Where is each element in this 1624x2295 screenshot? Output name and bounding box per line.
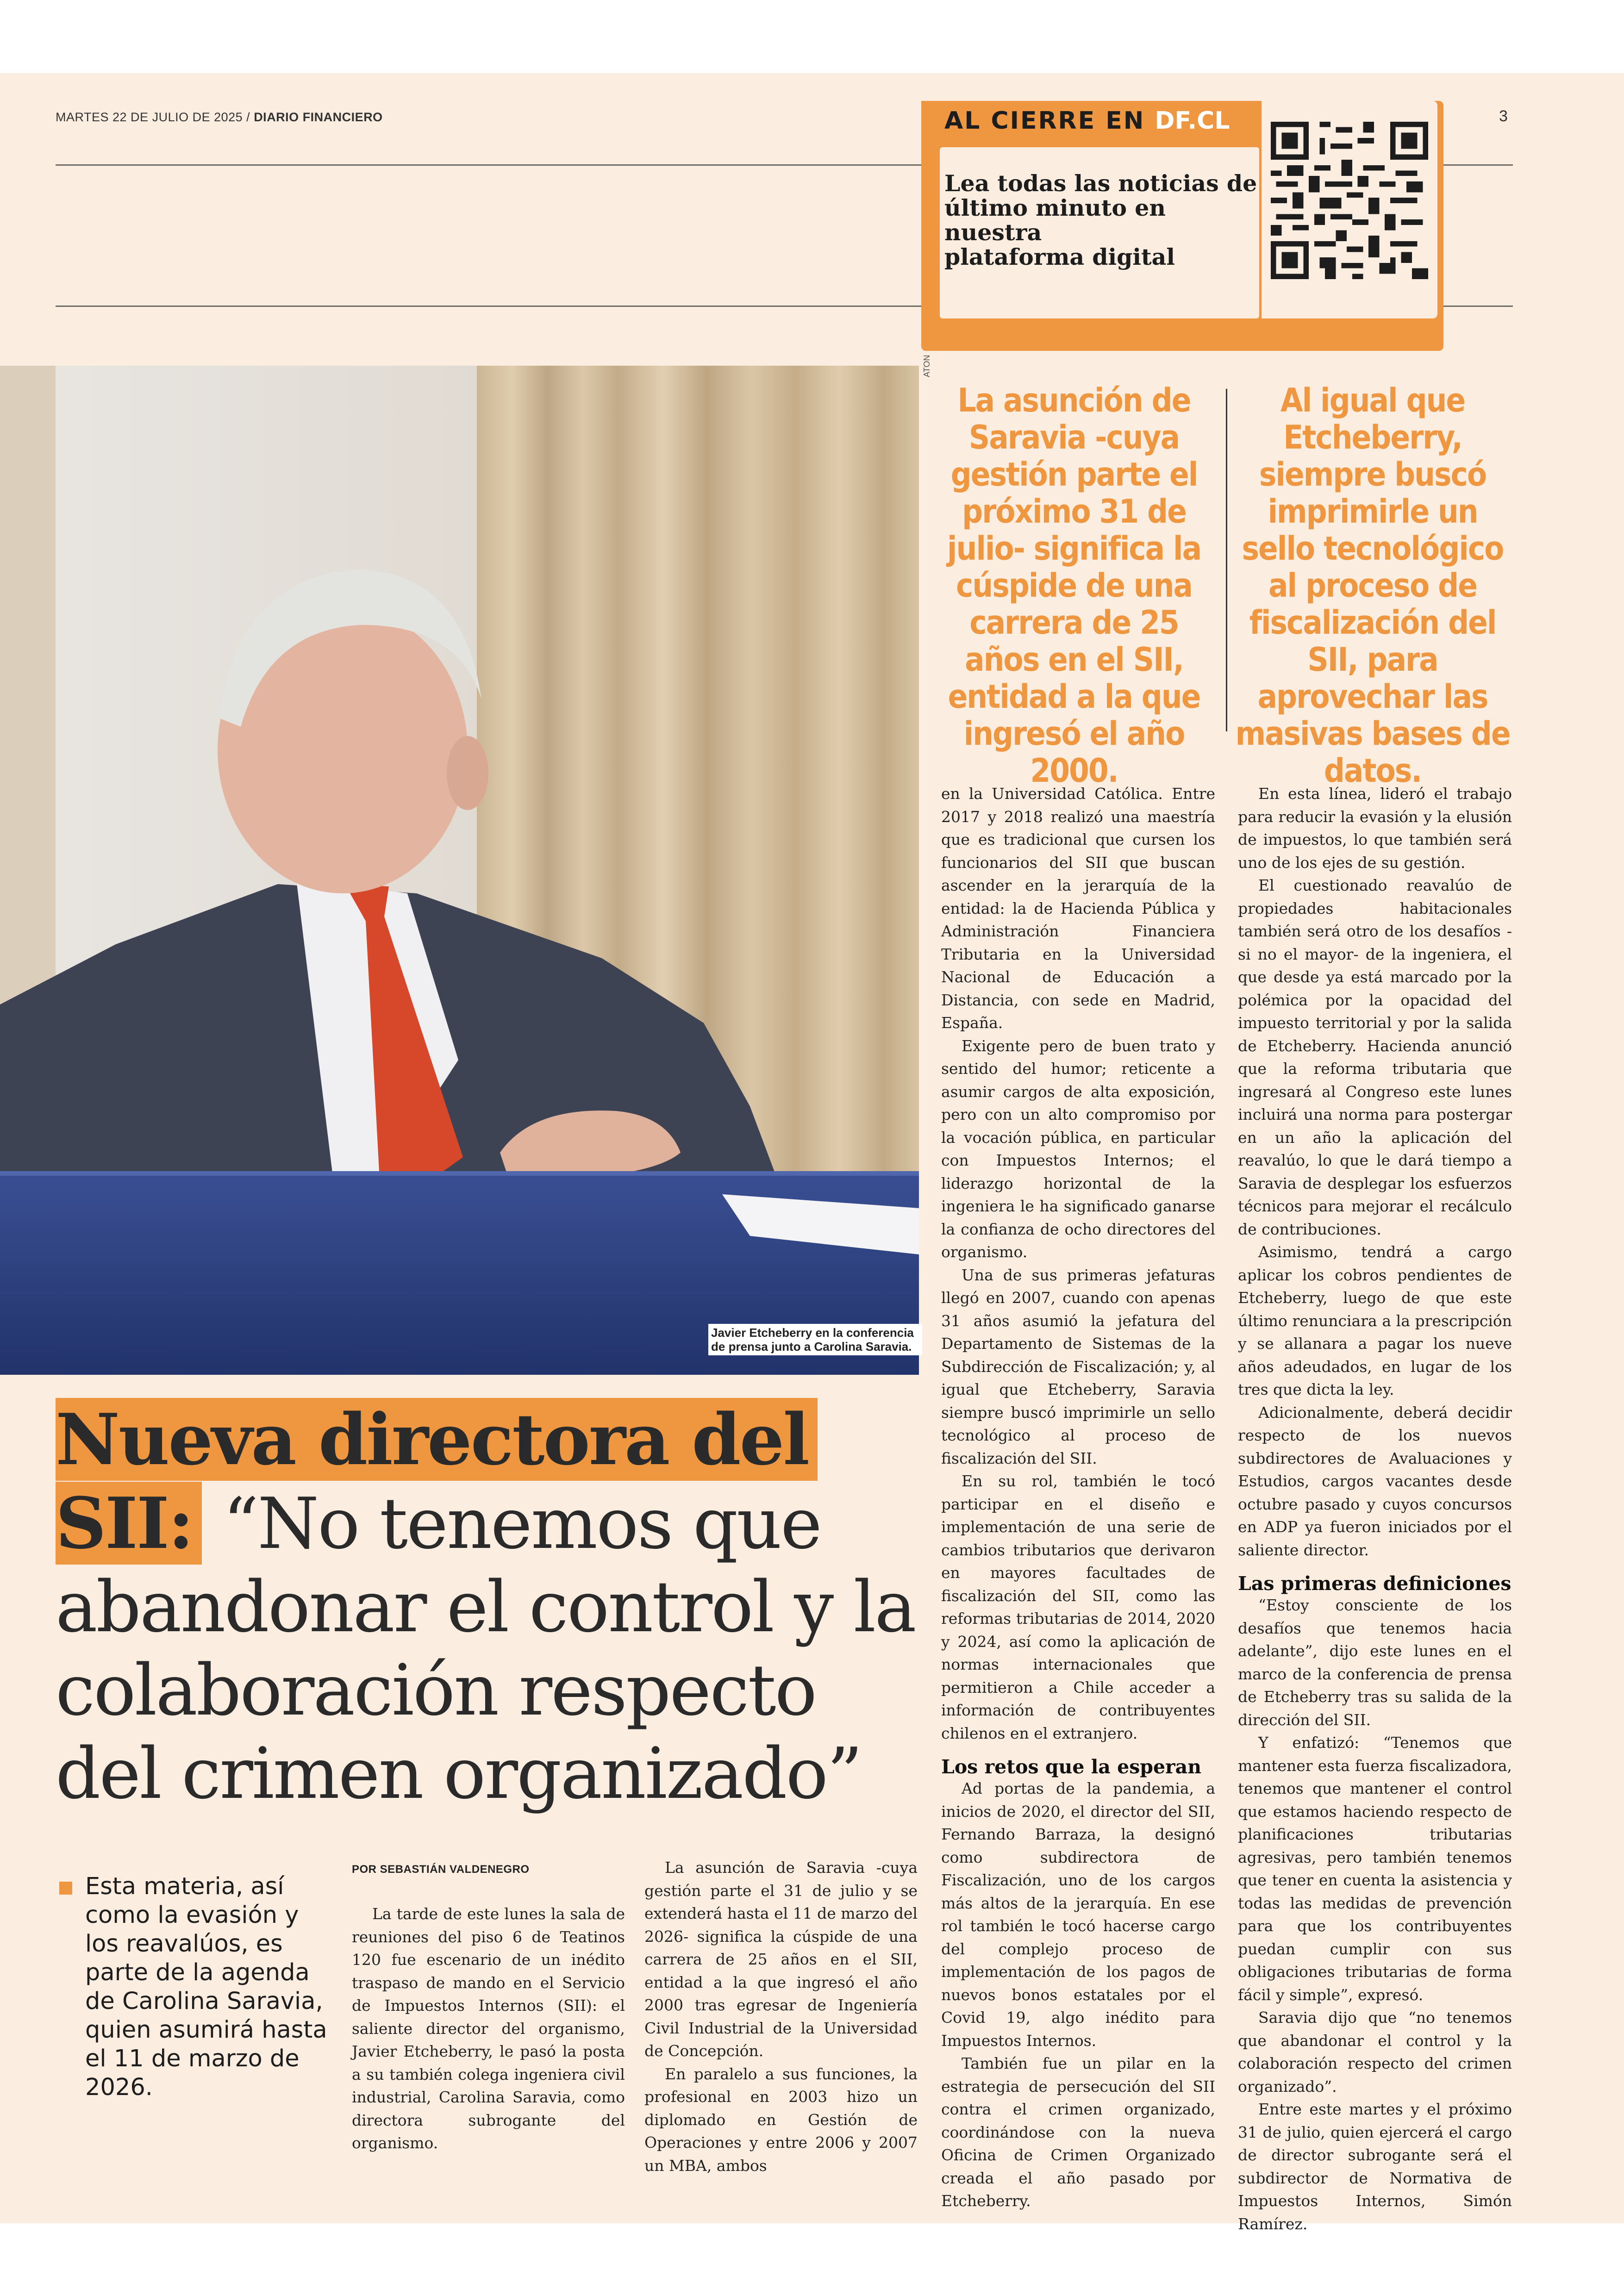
body-column-3 <box>941 782 1215 2213</box>
photo-credit: ATON <box>922 355 931 377</box>
pull-quote-2: Al igual que Etcheberry, siempre buscó imprimirle un sello tecnológico al proceso de fiscalización del SII, para aprovechar las masivas bases de datos. <box>1235 381 1510 790</box>
promo-text: Lea todas las noticias de último minuto en nuestra plataforma digital <box>940 147 1259 318</box>
pull-quote-1: La asunción de Saravia -cuya gestión parte el próximo 31 de julio- significa la cúspide de una carrera de 25 años en el SII, entidad a la que ingresó el año 2000. <box>947 381 1201 790</box>
photo-javier-etcheberry <box>0 366 919 1375</box>
photo-caption: Javier Etcheberry en la conferencia de prensa junto a Carolina Saravia. <box>708 1324 922 1355</box>
paragraph: También fue un pilar en la estrategia de persecución del SII contra el crimen organizado, coordinándose con la nueva Oficina de Crimen Organizado creada el año pasado por Etcheberry. <box>941 2054 1215 2210</box>
qr-code-icon[interactable] <box>1271 122 1428 279</box>
body-column-1 <box>352 1902 625 2155</box>
paragraph: Adicionalmente, deberá decidir respecto de los nuevos subdirectores de Avaluaciones y Estudios, cargos vacantes desde octubre pasado y cuyos concursos en ADP ya fueron iniciados por el saliente director. <box>1238 1403 1512 1559</box>
paragraph: El cuestionado reavalúo de propiedades habitacionales también será otro de los desafíos -si no el mayor- de la ingeniera, el que desde ya está marcado por la polémica por la opacidad del impuesto territorial y por la salida de Etcheberry. Hacienda anunció que la reforma tributaria que ingresará al Congreso este lunes incluirá una norma para postergar en un año la aplicación del reavalúo, lo que le dará tiempo a Saravia de desplegar los esfuerzos técnicos para mejorar el recálculo de contribuciones. <box>1238 876 1512 1238</box>
paragraph: Una de sus primeras jefaturas llegó en 2007, cuando con apenas 31 años asumió la jefatura del Departamento de Sistemas de la Subdirección de Fiscalización; y, al igual que Etcheberry, Saravia siempre buscó imprimirle un sello tecnológico al proceso de fiscalización del SII. <box>941 1266 1215 1467</box>
body-column-2 <box>644 1856 918 2177</box>
promo-title-accent: DF.CL <box>1155 107 1230 135</box>
promo-box[interactable] <box>921 101 1443 351</box>
paragraph: en la Universidad Católica. Entre 2017 y 2018 realizó una maestría que es tradicional que cursen los funcionarios del SII que buscan ascender en la jerarquía de la entidad: la de Hacienda Pública y Administración Financiera Tributaria en la Universidad Nacional de Educación a Distancia, con sede en Madrid, España. <box>941 785 1215 1032</box>
paragraph: Y enfatizó: “Tenemos que mantener esta fuerza fiscalizadora, tenemos que mantener el control que estamos haciendo respecto de planificaciones tributarias agresivas, pero también tenemos que tener en cuenta la asistencia y todas las medidas de prevención para que los contribuyentes puedan cumplir con sus obligaciones tributarias de forma fácil y simple”, expresó. <box>1238 1734 1512 2004</box>
qr-code-panel <box>1262 101 1437 318</box>
promo-title: AL CIERRE EN DF.CL <box>921 101 1264 141</box>
pull-quote-divider <box>1226 389 1227 731</box>
paragraph: Saravia dijo que “no tenemos que abandonar el control y la colaboración respecto del crimen organizado”. <box>1238 2008 1512 2095</box>
header-date <box>56 110 383 125</box>
date-text: MARTES 22 DE JULIO DE 2025 / <box>56 110 250 124</box>
paragraph: La tarde de este lunes la sala de reuniones del piso 6 de Teatinos 120 fue escenario de un inédito traspaso de mando en el Servicio de Impuestos Internos (SII): el saliente director del organismo, Javier Etcheberry, le pasó la posta a su también colega ingeniera civil industrial, Carolina Saravia, como directora subrogante del organismo. <box>352 1905 625 2152</box>
paragraph: “Estoy consciente de los desafíos que tenemos hacia adelante”, dijo este lunes en el marco de la conferencia de prensa de Etcheberry tras su salida de la dirección del SII. <box>1238 1596 1512 1729</box>
byline: POR SEBASTIÁN VALDENEGRO <box>352 1863 530 1876</box>
paragraph: Ad portas de la pandemia, a inicios de 2020, el director del SII, Fernando Barraza, la designó como subdirectora de Fiscalización, uno de los cargos más altos de la jerarquía. En ese rol también le tocó hacerse cargo del complejo proceso de implementación de los pagos de nuevos bonos estatales por el Covid 19, algo inédito para Impuestos Internos. <box>941 1779 1215 2050</box>
publication-name: DIARIO FINANCIERO <box>254 110 383 124</box>
paragraph: Asimismo, tendrá a cargo aplicar los cobros pendientes de Etcheberry, luego de que este último renunciara a la prescripción y se allanara a pagar los nueve años adeudados, en lugar de los tres que dicta la ley. <box>1238 1243 1512 1398</box>
body-column-4 <box>1238 782 1512 2235</box>
headline-bold-line2: SII: <box>56 1482 202 1565</box>
subheading-primeras-definiciones: Las primeras definiciones <box>1238 1572 1512 1595</box>
page-number: 3 <box>1499 107 1508 125</box>
headline-bold-line1: Nueva directora del <box>56 1398 818 1481</box>
paragraph: Exigente pero de buen trato y sentido del humor; reticente a asumir cargos de alta exposición, pero con un alto compromiso por la vocación pública, en particular con Impuestos Internos; el liderazgo horizontal de la ingeniera le ha significado ganarse la confianza de ocho directores del organismo. <box>941 1036 1215 1261</box>
lead-summary: Esta materia, así como la evasión y los reavalúos, es parte de la agenda de Carolina Saravia, quien asumirá hasta el 11 de marzo de 2026. <box>59 1872 328 2102</box>
headline <box>56 1398 935 1815</box>
subheading-los-retos: Los retos que la esperan <box>941 1756 1202 1778</box>
paragraph: Entre este martes y el próximo 31 de julio, quien ejercerá el cargo de director subrogante será el subdirector de Normativa de Impuestos Internos, Simón Ramírez. <box>1238 2100 1512 2233</box>
headline-quote: “No tenemos que abandonar el control y la colaboración respecto del crimen organizado” <box>56 1483 915 1815</box>
bullet-square-icon <box>59 1882 72 1895</box>
paragraph: La asunción de Saravia -cuya gestión parte el 31 de julio y se extenderá hasta el 11 de marzo del 2026- significa la cúspide de una carrera de 25 años en el SII, entidad a la que ingresó el año 2000 tras egresar de Ingeniería Civil Industrial de la Universidad de Concepción. <box>644 1858 918 2060</box>
paragraph: En paralelo a sus funciones, la profesional en 2003 hizo un diplomado en Gestión de Operaciones y entre 2006 y 2007 un MBA, ambos <box>644 2064 918 2175</box>
paragraph: En su rol, también le tocó participar en el diseño e implementación de una serie de cambios tributarios que derivaron en mayores facultades de fiscalización del SII, como las reformas tributarias de 2014, 2020 y 2024, así como la aplicación de normas internacionales que permitieron a Chile acceder a información de contribuyentes chilenos en el extranjero. <box>941 1472 1215 1742</box>
paragraph: En esta línea, lideró el trabajo para reducir la evasión y la elusión de impuestos, lo que también será uno de los ejes de su gestión. <box>1238 785 1512 872</box>
